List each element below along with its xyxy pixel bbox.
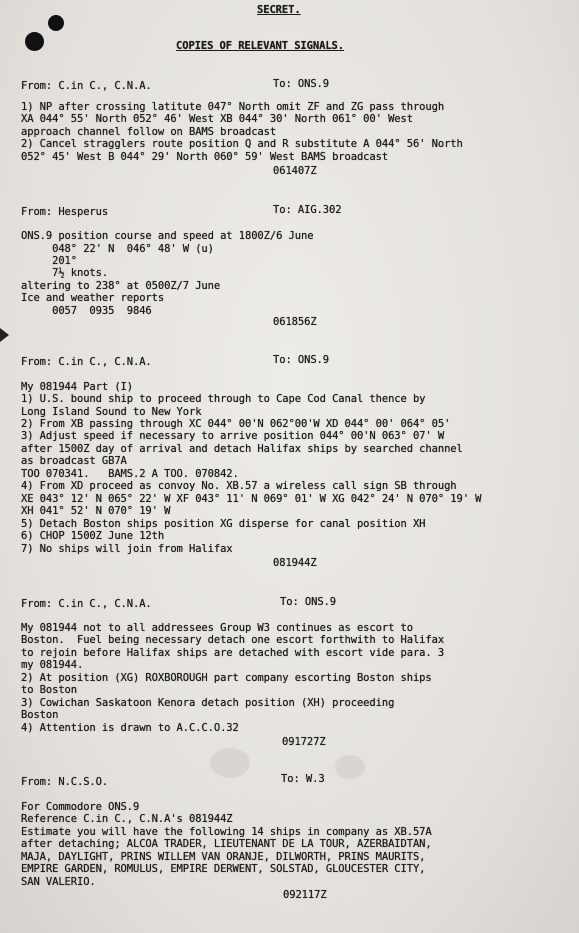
signal-line: Long Island Sound to New York (21, 406, 202, 418)
signal-line: 4) From XD proceed as convoy No. XB.57 a wireless call sign SB through (21, 480, 457, 492)
signal-dtg: 091727Z (282, 736, 326, 748)
signal-from: From: Hesperus (21, 206, 109, 218)
signal-line: XA 044° 55' North 052° 46' West XB 044° 30' North 061° 00' West (21, 113, 413, 125)
signal-line: as broadcast GB7A (21, 455, 127, 467)
signal-dtg: 061856Z (273, 316, 317, 328)
signal-line: after detaching; ALCOA TRADER, LIEUTENANT DE LA TOUR, AZERBAIDTAN, (21, 838, 432, 850)
signal-line: XE 043° 12' N 065° 22' W XF 043° 11' N 069° 01' W XG 042° 24' N 070° 19' W (21, 493, 482, 505)
signal-line: Ice and weather reports (21, 292, 165, 304)
signal-line: EMPIRE GARDEN, ROMULUS, EMPIRE DERWENT, SOLSTAD, GLOUCESTER CITY, (21, 863, 426, 875)
signal-line: 5) Detach Boston ships position XG disperse for canal position XH (21, 518, 426, 530)
signal-line: 1) U.S. bound ship to proceed through to Cape Cod Canal thence by (21, 393, 426, 405)
signal-line: 2) Cancel stragglers route position Q and R substitute A 044° 56' North (21, 138, 463, 150)
signal-line: 2) At position (XG) ROXBOROUGH part company escorting Boston ships (21, 672, 432, 684)
signal-to: To: ONS.9 (273, 78, 329, 90)
signal-line: For Commodore ONS.9 (21, 801, 140, 813)
signal-line: 3) Cowichan Saskatoon Kenora detach position (XH) proceeding (21, 697, 395, 709)
document-title: COPIES OF RELEVANT SIGNALS. (176, 40, 344, 52)
signal-from: From: C.in C., C.N.A. (21, 356, 152, 368)
signal-line: 6) CHOP 1500Z June 12th (21, 530, 165, 542)
signal-line: Boston. Fuel being necessary detach one escort forthwith to Halifax (21, 634, 445, 646)
signal-from: From: C.in C., C.N.A. (21, 80, 152, 92)
signal-line: TOO 070341. BAMS.2 A TOO. 070842. (21, 468, 239, 480)
signal-line: 7½ knots. (21, 267, 109, 279)
signal-to: To: AIG.302 (273, 204, 342, 216)
signal-to: To: W.3 (281, 773, 325, 785)
signal-line: my 081944. (21, 659, 84, 671)
signal-line: 4) Attention is drawn to A.C.C.O.32 (21, 722, 239, 734)
signal-line: SAN VALERIO. (21, 876, 96, 888)
signal-line: 0057 0935 9846 (21, 305, 152, 317)
signal-line: My 081944 not to all addressees Group W3 continues as escort to (21, 622, 413, 634)
signal-line: 3) Adjust speed if necessary to arrive position 044° 00'N 063° 07' W (21, 430, 445, 442)
signal-line: Boston (21, 709, 59, 721)
punch-hole-top (48, 15, 64, 31)
signal-dtg: 081944Z (273, 557, 317, 569)
signal-line: after 1500Z day of arrival and detach Halifax ships by searched channel (21, 443, 463, 455)
signal-line: XH 041° 52' N 070° 19' W (21, 505, 171, 517)
signal-line: My 081944 Part (I) (21, 381, 133, 393)
classification-mark: SECRET. (257, 4, 301, 16)
signal-line: MAJA, DAYLIGHT, PRINS WILLEM VAN ORANJE, DILWORTH, PRINS MAURITS, (21, 851, 426, 863)
signal-to: To: ONS.9 (273, 354, 329, 366)
signal-line: Reference C.in C., C.N.A's 081944Z (21, 813, 233, 825)
signal-line: approach channel follow on BAMS broadcast (21, 126, 277, 138)
signal-line: Estimate you will have the following 14 ships in company as XB.57A (21, 826, 432, 838)
signal-line: 7) No ships will join from Halifax (21, 543, 233, 555)
signal-to: To: ONS.9 (280, 596, 336, 608)
signal-line: altering to 238° at 0500Z/7 June (21, 280, 221, 292)
punch-hole-left (25, 32, 44, 51)
signal-dtg: 092117Z (283, 889, 327, 901)
signal-dtg: 061407Z (273, 165, 317, 177)
stain (210, 748, 250, 778)
signal-line: to rejoin before Halifax ships are detached with escort vide para. 3 (21, 647, 445, 659)
binding-mark (0, 328, 9, 342)
signal-line: 201° (21, 255, 77, 267)
signal-line: 2) From XB passing through XC 044° 00'N 062°00'W XD 044° 00' 064° 05' (21, 418, 451, 430)
signal-line: 052° 45' West B 044° 29' North 060° 59' West BAMS broadcast (21, 151, 389, 163)
signal-from: From: C.in C., C.N.A. (21, 598, 152, 610)
signal-line: 048° 22' N 046° 48' W (u) (21, 243, 214, 255)
stain (335, 755, 365, 779)
signal-from: From: N.C.S.O. (21, 776, 109, 788)
signal-line: ONS.9 position course and speed at 1800Z/6 June (21, 230, 314, 242)
signal-line: to Boston (21, 684, 77, 696)
signal-line: 1) NP after crossing latitute 047° North omit ZF and ZG pass through (21, 101, 445, 113)
